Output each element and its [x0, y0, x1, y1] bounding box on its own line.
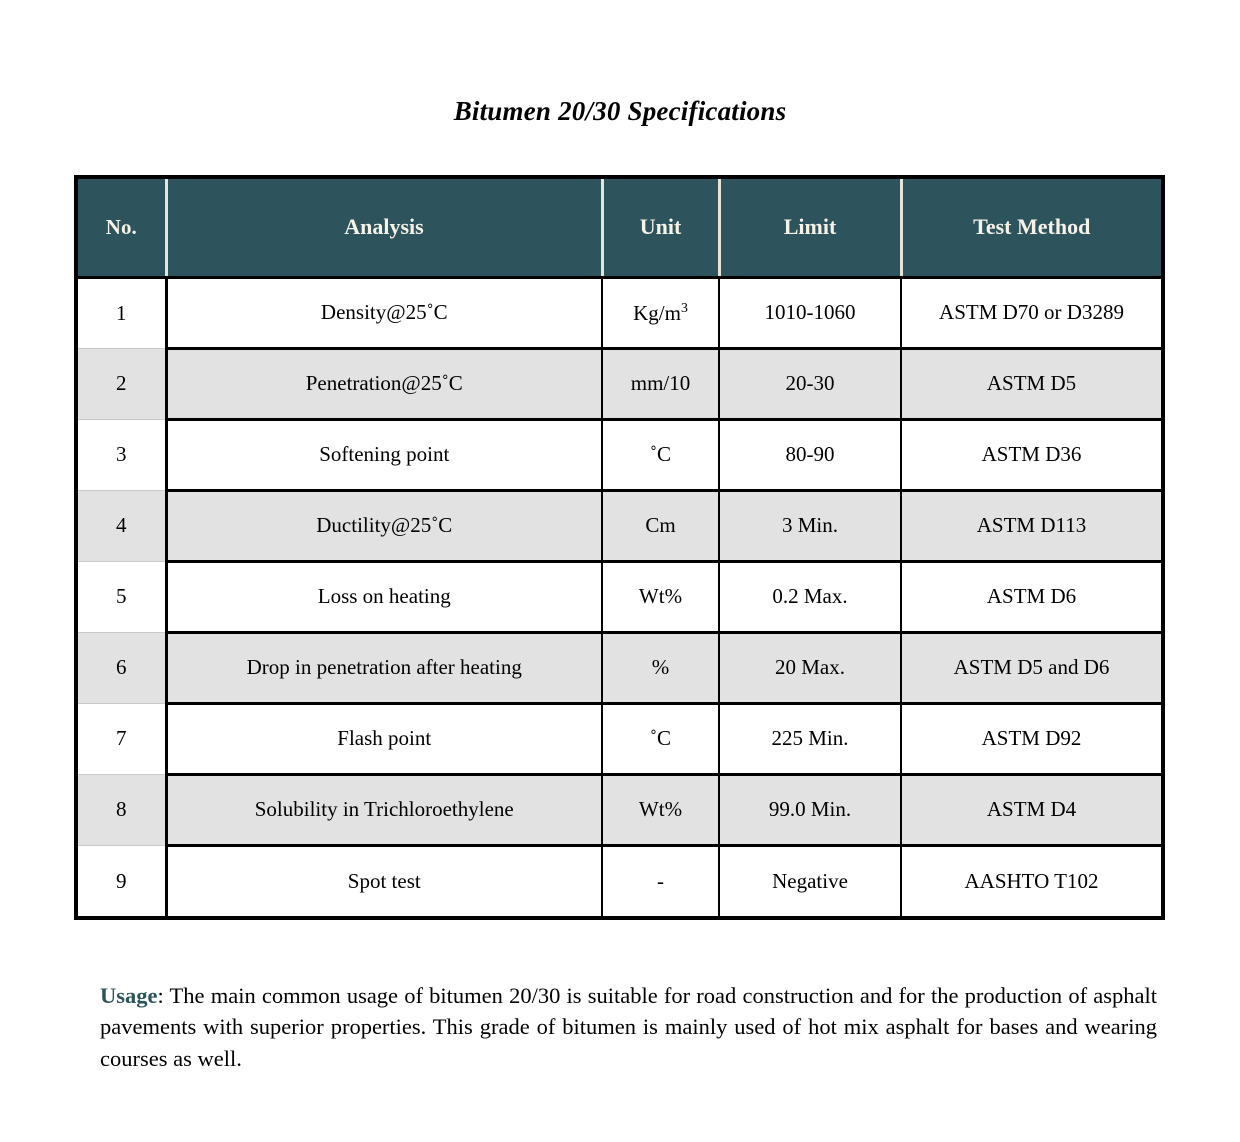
cell-unit: Wt% [602, 774, 719, 845]
cell-no: 4 [78, 490, 166, 561]
cell-analysis: Loss on heating [166, 561, 602, 632]
cell-test-method: ASTM D5 [901, 348, 1161, 419]
cell-no: 2 [78, 348, 166, 419]
table-row [78, 419, 1161, 490]
page-title: Bitumen 20/30 Specifications [453, 96, 787, 126]
cell-limit: 1010-1060 [719, 277, 901, 348]
table-header-row [78, 179, 1161, 277]
specifications-table-container [74, 175, 1165, 920]
specifications-table [78, 179, 1161, 916]
cell-limit: 3 Min. [719, 490, 901, 561]
cell-limit: 20 Max. [719, 632, 901, 703]
cell-unit: mm/10 [602, 348, 719, 419]
table-body [78, 277, 1161, 916]
cell-no: 6 [78, 632, 166, 703]
usage-paragraph [100, 980, 1157, 1076]
cell-limit: 0.2 Max. [719, 561, 901, 632]
cell-test-method: ASTM D92 [901, 703, 1161, 774]
table-row [78, 490, 1161, 561]
cell-analysis: Flash point [166, 703, 602, 774]
cell-analysis: Ductility@25˚C [166, 490, 602, 561]
cell-analysis: Penetration@25˚C [166, 348, 602, 419]
table-row [78, 632, 1161, 703]
usage-separator: : [157, 982, 170, 1008]
cell-unit: Wt% [602, 561, 719, 632]
table-row [78, 845, 1161, 916]
cell-no: 9 [78, 845, 166, 916]
cell-unit: $Kg/m^3$ [602, 277, 719, 348]
column-header-test-method: Test Method [901, 179, 1161, 277]
cell-test-method: ASTM D4 [901, 774, 1161, 845]
cell-unit: % [602, 632, 719, 703]
column-header-analysis: Analysis [166, 179, 602, 277]
cell-limit: Negative [719, 845, 901, 916]
cell-analysis: Density@25˚C [166, 277, 602, 348]
cell-test-method: ASTM D5 and D6 [901, 632, 1161, 703]
cell-no: 8 [78, 774, 166, 845]
table-row [78, 277, 1161, 348]
cell-limit: 20-30 [719, 348, 901, 419]
cell-test-method: AASHTO T102 [901, 845, 1161, 916]
cell-unit: ˚C [602, 419, 719, 490]
usage-text: The main common usage of bitumen 20/30 is suitable for road construction and for the production of asphalt pavements with superior properties. This grade of bitumen is mainly used of hot mix asphalt for bases and wearing courses as well. [100, 982, 1157, 1072]
usage-label: Usage [100, 982, 158, 1008]
table-row [78, 703, 1161, 774]
cell-no: 5 [78, 561, 166, 632]
table-row [78, 774, 1161, 845]
table-row [78, 348, 1161, 419]
table-row [78, 561, 1161, 632]
cell-no: 7 [78, 703, 166, 774]
cell-unit: Cm [602, 490, 719, 561]
cell-analysis: Spot test [166, 845, 602, 916]
cell-no: 1 [78, 277, 166, 348]
column-header-unit: Unit [602, 179, 719, 277]
column-header-no: No. [78, 179, 166, 277]
cell-analysis: Softening point [166, 419, 602, 490]
cell-no: 3 [78, 419, 166, 490]
cell-test-method: ASTM D36 [901, 419, 1161, 490]
cell-analysis: Drop in penetration after heating [166, 632, 602, 703]
cell-test-method: ASTM D113 [901, 490, 1161, 561]
cell-unit: - [602, 845, 719, 916]
cell-analysis: Solubility in Trichloroethylene [166, 774, 602, 845]
cell-limit: 225 Min. [719, 703, 901, 774]
cell-unit: ˚C [602, 703, 719, 774]
cell-test-method: ASTM D6 [901, 561, 1161, 632]
column-header-limit: Limit [719, 179, 901, 277]
cell-limit: 99.0 Min. [719, 774, 901, 845]
cell-limit: 80-90 [719, 419, 901, 490]
cell-test-method: ASTM D70 or D3289 [901, 277, 1161, 348]
table-header [78, 179, 1161, 277]
